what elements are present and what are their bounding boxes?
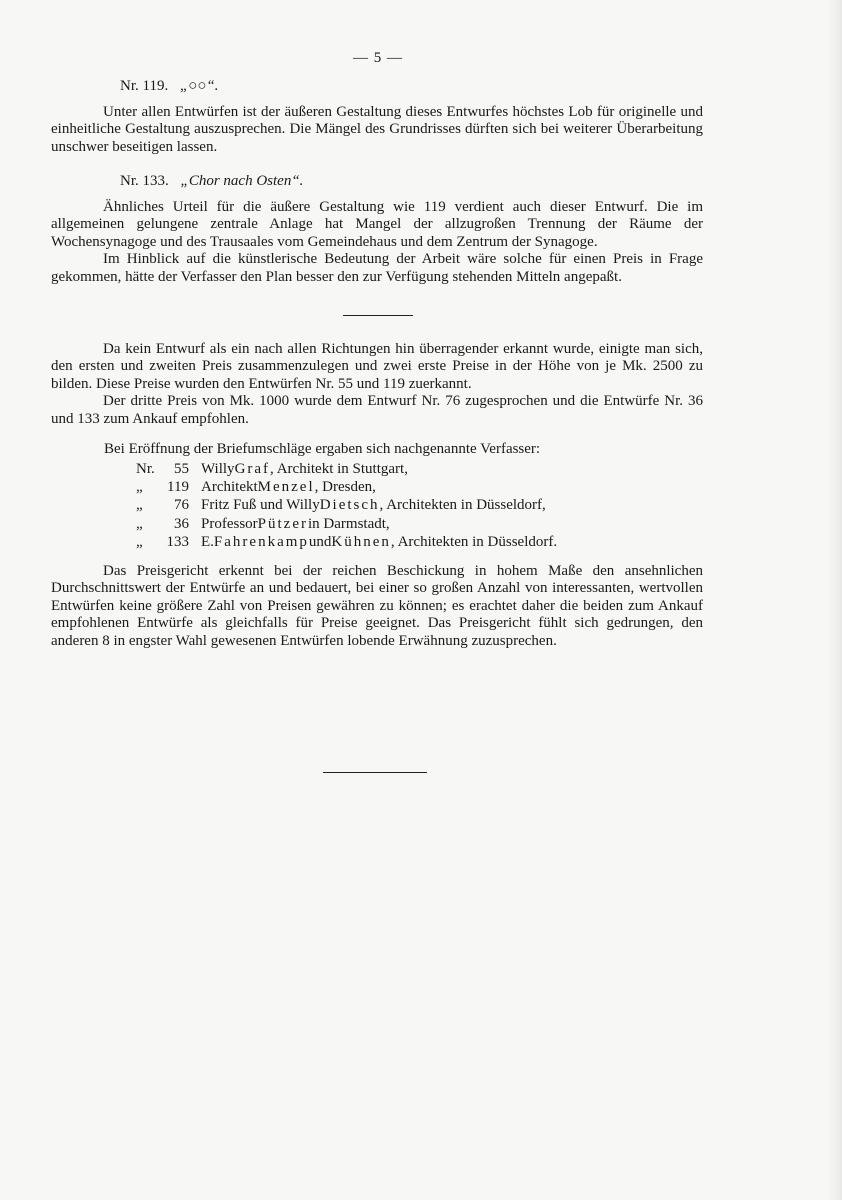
author-name: Graf [234, 461, 271, 477]
author-text: , Architekten in Düsseldorf. [390, 533, 558, 550]
author-text: Architekt [201, 479, 258, 496]
author-text: , Architekt in Stuttgart, [270, 461, 408, 477]
author-name: Menzel [257, 479, 315, 496]
list-item [136, 478, 557, 496]
author-text: , Architekten in Düsseldorf, [379, 497, 546, 514]
page-number: — 5 — [353, 50, 403, 66]
author-prefix: „ [136, 515, 143, 532]
entry-133-paragraph-2: Im Hinblick auf die künstlerische Bedeutung der Arbeit wäre solche für einen Preis in Frage gekommen, hätte der Verfasser den Plan besser den zur Verfügung stehenden Mitteln angepaßt. [51, 251, 703, 285]
section-divider [343, 315, 413, 316]
author-text: und [308, 533, 332, 550]
list-item [136, 460, 557, 478]
entry-119-heading [120, 78, 219, 95]
author-entry-number: 55 [174, 461, 189, 477]
list-item [136, 496, 557, 514]
closing-text [51, 563, 703, 650]
list-item [136, 515, 557, 533]
entry-133-paragraph-1: Ähnliches Urteil für die äußere Gestaltung wie 119 verdient auch dieser Entwurf. Die im allgemeinen gelungene zentrale Anlage hat Mangel der allzugroßen Trennung der Räume der Wochensynagoge und des Trausaales vom Gemeindehaus und dem Zentrum der Synagoge. [51, 199, 703, 250]
author-prefix: „ [136, 479, 143, 496]
author-prefix: „ [136, 533, 143, 550]
author-entry-number: 36 [174, 515, 189, 532]
author-text: Professor [201, 515, 258, 532]
author-entry-number: 119 [167, 479, 189, 496]
author-name: Fahrenkamp [213, 533, 309, 550]
author-text: Fritz Fuß und Willy [201, 497, 320, 514]
entry-119-label: Nr. 119. [120, 78, 169, 94]
entry-119-title: „○○“. [179, 78, 219, 94]
entry-119-paragraph: Unter allen Entwürfen ist der äußeren Gestaltung dieses Entwurfes höchstes Lob für originelle und einheitliche Gestaltung auszusprechen. Die Mängel des Grundrisses dürften sich bei weiterer Überarbeitung unschwer beseitigen lassen. [51, 104, 703, 155]
entry-133-title: „Chor nach Osten“. [180, 173, 304, 189]
authors-list [136, 460, 557, 551]
entry-119-text [51, 104, 703, 156]
list-item [136, 533, 557, 551]
author-text: in Darmstadt, [308, 515, 390, 532]
author-name: Dietsch [319, 497, 380, 514]
entry-133-label: Nr. 133. [120, 173, 169, 189]
end-divider [323, 772, 427, 773]
author-text: E. [201, 533, 214, 550]
decision-paragraph-2: Der dritte Preis von Mk. 1000 wurde dem Entwurf Nr. 76 zugesprochen und die Entwürfe Nr. 36 und 133 zum Ankauf empfohlen. [51, 393, 703, 427]
author-entry-number: 76 [174, 497, 189, 514]
entry-133-text [51, 199, 703, 286]
author-prefix: „ [136, 497, 143, 514]
author-name: Pützer [257, 515, 308, 532]
author-prefix: Nr. [136, 461, 155, 477]
author-name: Kühnen [331, 533, 391, 550]
decision-paragraph-1: Da kein Entwurf als ein nach allen Richtungen hin überragender erkannt wurde, einigte man sich, den ersten und zweiten Preis zusammenzulegen und zwei erste Preise in der Höhe von je Mk. 2500 zu bilden. Diese Preise wurden den Entwürfen Nr. 55 und 119 zuerkannt. [51, 341, 703, 392]
author-text: , Dresden, [314, 479, 376, 496]
author-text: Willy [201, 461, 235, 477]
author-entry-number: 133 [166, 533, 189, 550]
scan-shadow [828, 0, 842, 1200]
entry-133-heading [120, 173, 303, 190]
closing-paragraph: Das Preisgericht erkennt bei der reichen Beschickung in hohem Maße den ansehnlichen Durchschnittswert der Entwürfe an und bedauert, bei einer so großen Anzahl von interessanten, wertvollen Entwürfen keine größere Zahl von Preisen gewähren zu können; es erachtet daher die beiden zum Ankauf empfohlenen Entwürfe als gleichfalls für Preise geeignet. Das Preisgericht fühlt sich gedrungen, den anderen 8 in engster Wahl gewesenen Entwürfen lobende Erwähnung zuzusprechen. [51, 563, 703, 649]
decision-text [51, 341, 703, 428]
authors-intro: Bei Eröffnung der Briefumschläge ergaben sich nachgenannte Verfasser: [104, 441, 541, 457]
